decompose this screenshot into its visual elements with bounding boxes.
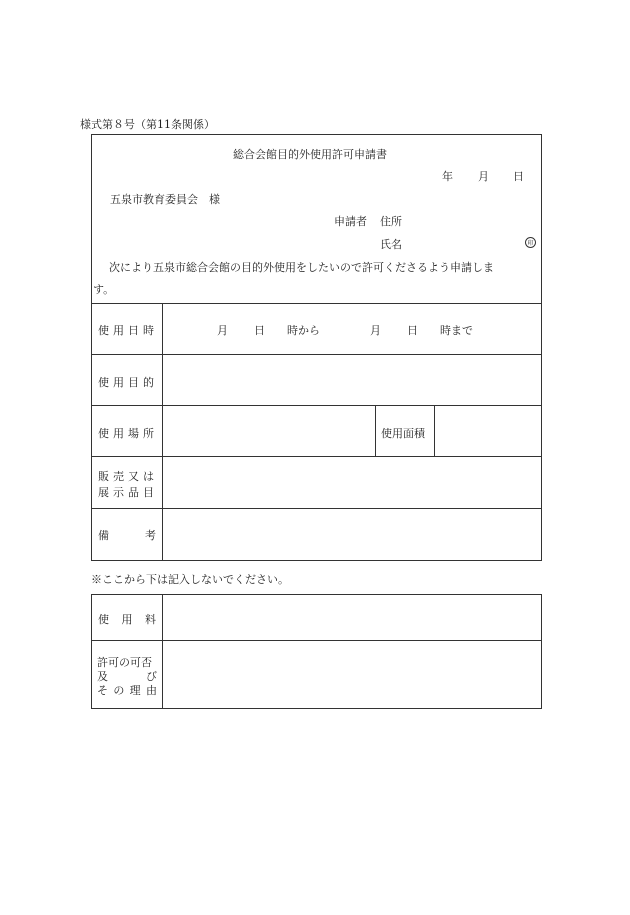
row-rule <box>91 354 542 355</box>
end-time-suffix: 時まで <box>440 324 473 337</box>
office-use-note: ※ここから下は記入しないでください。 <box>91 573 289 586</box>
start-month-label: 月 <box>217 324 228 337</box>
office-use-box <box>91 594 542 709</box>
request-text-line1: 次により五泉市総合会館の目的外使用をしたいので許可くださるよう申請しま <box>109 261 494 274</box>
label-column-divider <box>162 594 163 709</box>
row-rule <box>91 405 542 406</box>
row-rule <box>91 456 542 457</box>
form-title: 総合会館目的外使用許可申請書 <box>233 148 387 161</box>
row-rule <box>91 640 542 641</box>
end-month-label: 月 <box>370 324 381 337</box>
items-label-line2: 展示品目 <box>98 486 158 499</box>
place-label: 使用場所 <box>98 427 158 440</box>
purpose-label: 使用目的 <box>98 376 158 389</box>
date-day-label: 日 <box>513 170 524 183</box>
label-column-divider <box>162 303 163 561</box>
applicant-name-label: 氏名 <box>380 238 402 251</box>
decision-label-line1: 許可の可否 <box>97 656 152 669</box>
area-divider-right <box>434 405 435 456</box>
date-month-label: 月 <box>478 170 489 183</box>
usage-datetime-label: 使用日時 <box>98 324 158 337</box>
applicant-address-label: 住所 <box>380 215 402 228</box>
start-day-label: 日 <box>254 324 265 337</box>
end-day-label: 日 <box>407 324 418 337</box>
remarks-label: 備考 <box>98 529 156 542</box>
area-label: 使用面積 <box>381 427 425 440</box>
decision-label-line3: その理由 <box>97 684 157 697</box>
area-divider-left <box>375 405 376 456</box>
decision-label-line2: 及び <box>97 670 157 683</box>
items-label-line1: 販売又は <box>98 470 158 483</box>
row-rule <box>91 508 542 509</box>
form-number: 様式第８号（第11条関係） <box>80 118 215 131</box>
request-text-line2: す。 <box>93 283 115 296</box>
addressee: 五泉市教育委員会 様 <box>110 193 220 206</box>
fee-label: 使用料 <box>98 613 156 626</box>
table-top-rule <box>91 303 542 304</box>
seal-mark: 印 <box>525 237 536 248</box>
applicant-label: 申請者 <box>334 215 367 228</box>
start-time-suffix: 時から <box>287 324 320 337</box>
date-year-label: 年 <box>442 170 453 183</box>
